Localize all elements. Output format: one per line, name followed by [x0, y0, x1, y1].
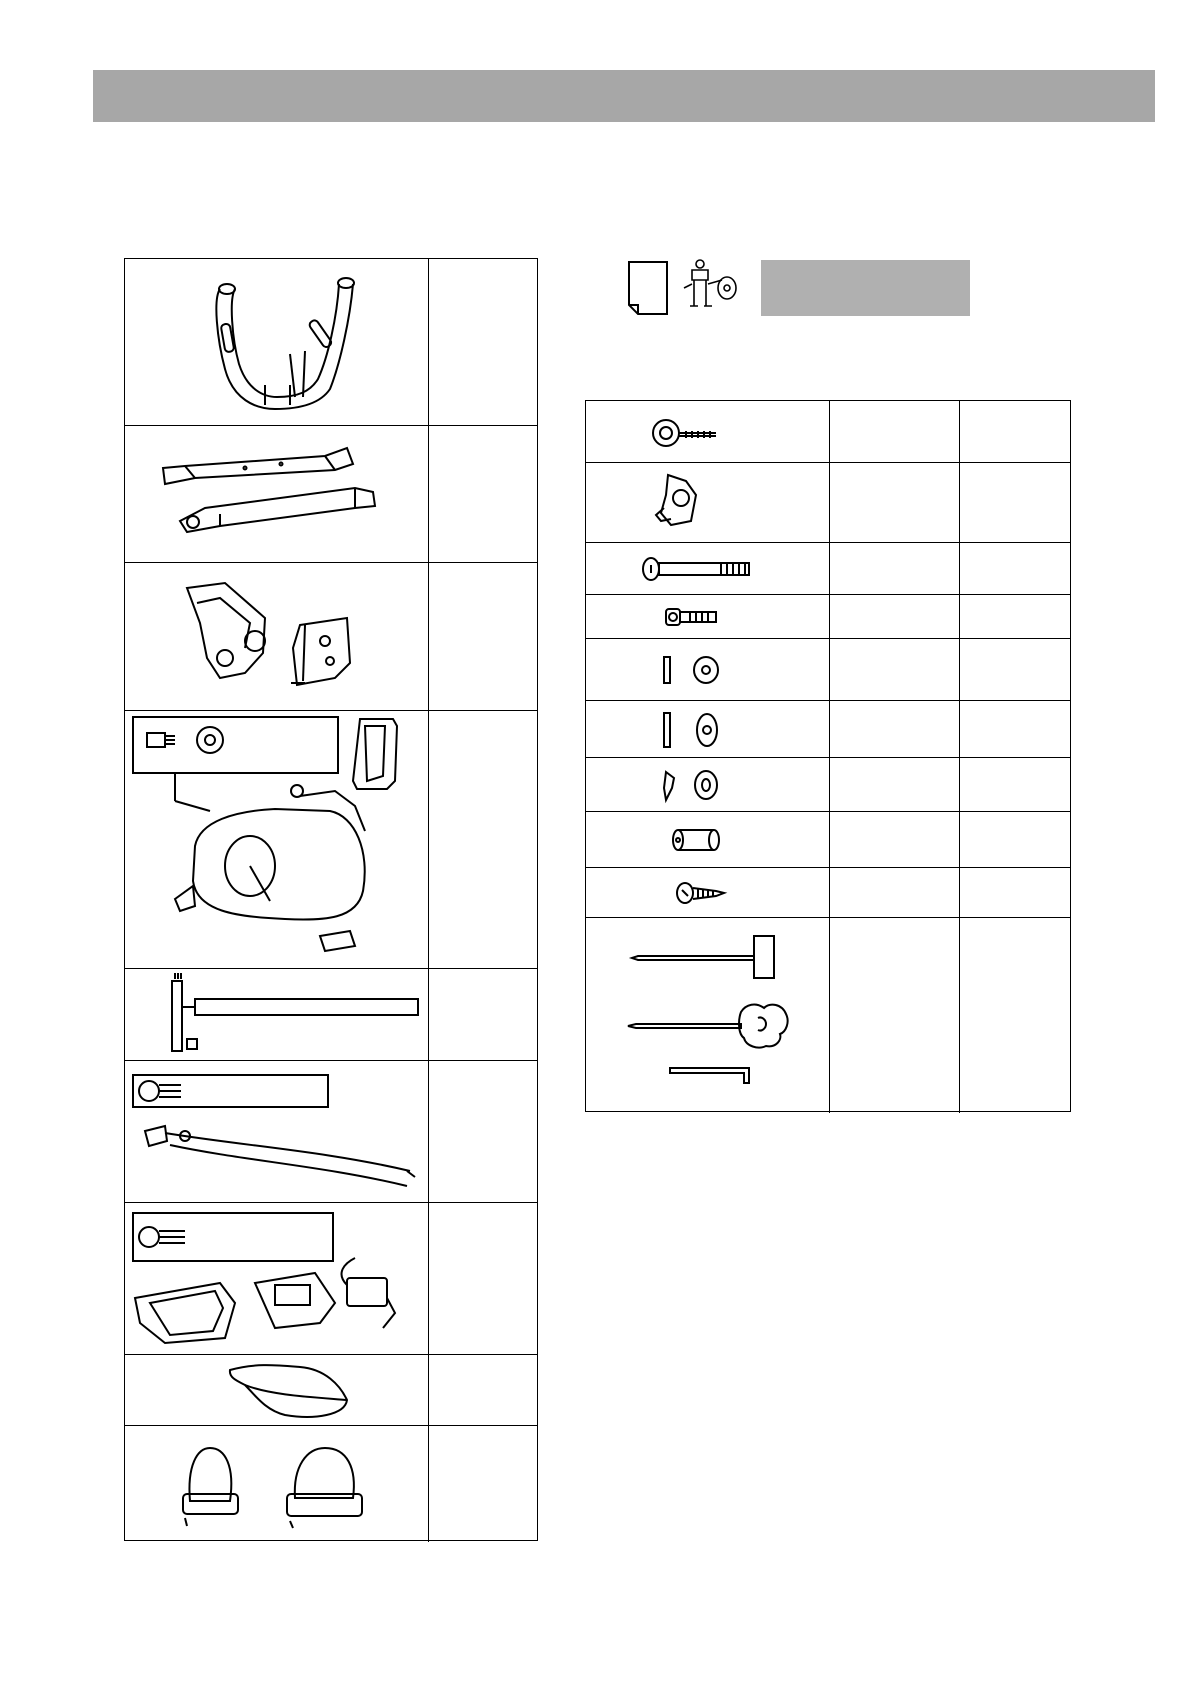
handlebar-icon [125, 259, 427, 426]
hardware-cell [829, 401, 960, 462]
hardware-cell [829, 543, 960, 594]
parts-row-seat [125, 1355, 537, 1426]
qty-cell [428, 1061, 539, 1202]
qty-cell [428, 259, 539, 425]
stabilizer-icon [125, 426, 427, 563]
hardware-cell [829, 463, 960, 542]
parts-table [124, 258, 538, 1541]
parts-row-covers [125, 563, 537, 711]
hardware-row-screw [586, 868, 1070, 918]
hardware-cell [959, 868, 1072, 917]
parts-row-main-frame [125, 711, 537, 969]
qty-cell [428, 563, 539, 710]
washer-icon [586, 701, 829, 758]
hardware-cell [829, 812, 960, 867]
hardware-cell [829, 868, 960, 917]
tool-icon [586, 918, 829, 1113]
parts-row-console [125, 1203, 537, 1355]
spring-washer-icon [586, 758, 829, 812]
hardware-banner [761, 260, 970, 316]
hardware-row-spacer [586, 812, 1070, 868]
hardware-cell [829, 639, 960, 700]
long-bolt-icon [586, 543, 829, 595]
seat-post-icon [125, 969, 427, 1061]
seat-icon [125, 1355, 427, 1426]
hardware-cell [829, 701, 960, 757]
clamp-icon [586, 463, 829, 543]
document-icon [629, 262, 667, 314]
hardware-header-icons [624, 258, 754, 320]
hardware-cell [959, 463, 1072, 542]
knob-icon [586, 401, 829, 463]
qty-cell [428, 1203, 539, 1354]
parts-row-seat-post [125, 969, 537, 1061]
screw-icon [586, 868, 829, 918]
short-bolt-icon [586, 595, 829, 639]
qty-cell [428, 1355, 539, 1425]
hardware-row-short-bolt [586, 595, 1070, 639]
pedal-icon [125, 1426, 427, 1542]
hardware-row-tools [586, 918, 1070, 1113]
hardware-cell [959, 595, 1072, 638]
bolt-mascot-icon [684, 260, 736, 306]
qty-cell [428, 969, 539, 1060]
hardware-cell [959, 639, 1072, 700]
qty-cell [428, 711, 539, 968]
hardware-row-spring-washer [586, 758, 1070, 812]
qty-cell [428, 1426, 539, 1542]
hardware-cell [959, 701, 1072, 757]
console-icon [125, 1203, 427, 1355]
parts-row-pedals [125, 1426, 537, 1542]
hardware-cell [829, 595, 960, 638]
hardware-row-knob [586, 401, 1070, 463]
hardware-cell [959, 812, 1072, 867]
hardware-cell [959, 918, 1072, 1113]
hardware-row-large-washer [586, 701, 1070, 758]
washer-icon [586, 639, 829, 701]
hardware-cell [829, 918, 960, 1113]
handlebar-post-icon [125, 1061, 427, 1203]
hardware-table [585, 400, 1071, 1112]
hardware-row-small-washer [586, 639, 1070, 701]
cover-icon [125, 563, 427, 711]
main-frame-icon [125, 711, 427, 969]
hardware-cell [829, 758, 960, 811]
hardware-row-clamp [586, 463, 1070, 543]
spacer-icon [586, 812, 829, 868]
parts-row-stabilizers [125, 426, 537, 563]
hardware-row-long-bolt [586, 543, 1070, 595]
header-bar [93, 70, 1155, 122]
hardware-cell [959, 401, 1072, 462]
parts-row-handlebar [125, 259, 537, 426]
hardware-cell [959, 543, 1072, 594]
hardware-cell [959, 758, 1072, 811]
qty-cell [428, 426, 539, 562]
parts-row-handlebar-post [125, 1061, 537, 1203]
